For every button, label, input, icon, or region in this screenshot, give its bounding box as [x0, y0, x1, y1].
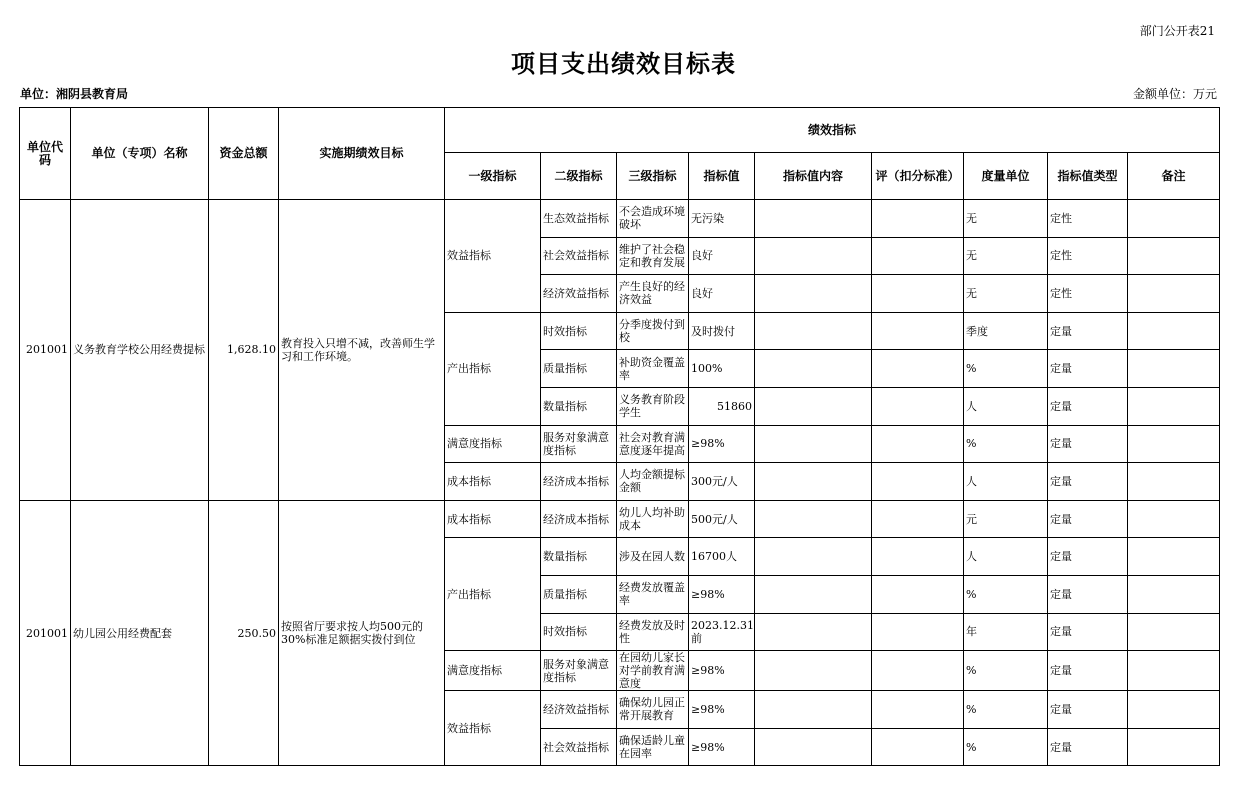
- value-cell: 300元/人: [689, 463, 755, 501]
- measure-unit-cell: 无: [964, 275, 1048, 313]
- level1-cell: 满意度指标: [445, 425, 541, 463]
- remark-cell: [1128, 575, 1220, 613]
- value-type-cell: 定性: [1048, 275, 1128, 313]
- level1-cell: 成本指标: [445, 463, 541, 501]
- header-level1: 一级指标: [445, 153, 541, 200]
- page-title: 项目支出绩效目标表: [511, 49, 736, 78]
- value-content-cell: [755, 575, 872, 613]
- level3-cell: 幼儿人均补助成本: [617, 500, 689, 538]
- value-cell: ≥98%: [689, 575, 755, 613]
- project-code-cell: 201001: [20, 500, 71, 766]
- measure-unit-cell: 人: [964, 463, 1048, 501]
- scoring-cell: [872, 463, 964, 501]
- level2-cell: 时效指标: [541, 312, 617, 350]
- scoring-cell: [872, 275, 964, 313]
- value-content-cell: [755, 728, 872, 766]
- level2-cell: 经济效益指标: [541, 691, 617, 729]
- measure-unit-cell: 无: [964, 237, 1048, 275]
- level3-cell: 维护了社会稳定和教育发展: [617, 237, 689, 275]
- scoring-cell: [872, 538, 964, 576]
- measure-unit-cell: 无: [964, 200, 1048, 238]
- remark-cell: [1128, 691, 1220, 729]
- measure-unit-cell: %: [964, 691, 1048, 729]
- value-type-cell: 定量: [1048, 538, 1128, 576]
- level2-cell: 时效指标: [541, 613, 617, 651]
- remark-cell: [1128, 500, 1220, 538]
- value-cell: ≥98%: [689, 728, 755, 766]
- value-cell: 100%: [689, 350, 755, 388]
- level3-cell: 分季度拨付到校: [617, 312, 689, 350]
- measure-unit-cell: 元: [964, 500, 1048, 538]
- value-content-cell: [755, 425, 872, 463]
- measure-unit-cell: %: [964, 350, 1048, 388]
- value-cell: 良好: [689, 237, 755, 275]
- header-unit-name: 单位（专项）名称: [71, 108, 209, 200]
- level2-cell: 服务对象满意度指标: [541, 425, 617, 463]
- scoring-cell: [872, 312, 964, 350]
- level2-cell: 服务对象满意度指标: [541, 651, 617, 691]
- value-type-cell: 定量: [1048, 312, 1128, 350]
- remark-cell: [1128, 728, 1220, 766]
- level2-cell: 经济效益指标: [541, 275, 617, 313]
- level3-cell: 义务教育阶段学生: [617, 387, 689, 425]
- header-level3: 三级指标: [617, 153, 689, 200]
- value-content-cell: [755, 651, 872, 691]
- level3-cell: 补助资金覆盖率: [617, 350, 689, 388]
- scoring-cell: [872, 387, 964, 425]
- level1-cell: 成本指标: [445, 500, 541, 538]
- header-value: 指标值: [689, 153, 755, 200]
- value-content-cell: [755, 312, 872, 350]
- value-type-cell: 定量: [1048, 387, 1128, 425]
- scoring-cell: [872, 575, 964, 613]
- header-value-type: 指标值类型: [1048, 153, 1128, 200]
- value-type-cell: 定量: [1048, 575, 1128, 613]
- header-scoring: 评（扣分标准）: [872, 153, 964, 200]
- value-cell: 500元/人: [689, 500, 755, 538]
- remark-cell: [1128, 275, 1220, 313]
- remark-cell: [1128, 200, 1220, 238]
- remark-cell: [1128, 237, 1220, 275]
- value-cell: ≥98%: [689, 651, 755, 691]
- value-type-cell: 定量: [1048, 500, 1128, 538]
- measure-unit-cell: %: [964, 425, 1048, 463]
- value-content-cell: [755, 387, 872, 425]
- remark-cell: [1128, 463, 1220, 501]
- header-goal: 实施期绩效目标: [279, 108, 445, 200]
- value-cell: 2023.12.31前: [689, 613, 755, 651]
- project-code-cell: 201001: [20, 200, 71, 501]
- value-type-cell: 定量: [1048, 425, 1128, 463]
- project-name-cell: 义务教育学校公用经费提标: [71, 200, 209, 501]
- unit-label: 单位：湘阴县教育局: [20, 87, 129, 101]
- project-funds-cell: 1,628.10: [209, 200, 279, 501]
- level2-cell: 经济成本指标: [541, 500, 617, 538]
- value-content-cell: [755, 350, 872, 388]
- value-cell: 良好: [689, 275, 755, 313]
- remark-cell: [1128, 538, 1220, 576]
- value-content-cell: [755, 237, 872, 275]
- level2-cell: 生态效益指标: [541, 200, 617, 238]
- value-content-cell: [755, 463, 872, 501]
- level1-cell: 产出指标: [445, 312, 541, 425]
- value-content-cell: [755, 275, 872, 313]
- remark-cell: [1128, 613, 1220, 651]
- project-name-cell: 幼儿园公用经费配套: [71, 500, 209, 766]
- scoring-cell: [872, 728, 964, 766]
- level3-cell: 产生良好的经济效益: [617, 275, 689, 313]
- table-body: [20, 200, 1220, 766]
- value-type-cell: 定量: [1048, 613, 1128, 651]
- scoring-cell: [872, 425, 964, 463]
- amount-unit-label: 金额单位：万元: [1132, 87, 1217, 101]
- scoring-cell: [872, 651, 964, 691]
- level2-cell: 质量指标: [541, 350, 617, 388]
- scoring-cell: [872, 200, 964, 238]
- header-value-content: 指标值内容: [755, 153, 872, 200]
- level2-cell: 数量指标: [541, 387, 617, 425]
- project-goal-cell: 按照省厅要求按人均500元的30%标准足额据实拨付到位: [279, 500, 445, 766]
- value-type-cell: 定量: [1048, 463, 1128, 501]
- header-unit-code: 单位代码: [20, 108, 71, 200]
- value-cell: 及时拨付: [689, 312, 755, 350]
- measure-unit-cell: 人: [964, 538, 1048, 576]
- level3-cell: 涉及在园人数: [617, 538, 689, 576]
- table-row: [20, 500, 1220, 538]
- value-type-cell: 定性: [1048, 200, 1128, 238]
- header-total-funds: 资金总额: [209, 108, 279, 200]
- level1-cell: 满意度指标: [445, 651, 541, 691]
- scoring-cell: [872, 691, 964, 729]
- value-type-cell: 定量: [1048, 728, 1128, 766]
- value-content-cell: [755, 691, 872, 729]
- level2-cell: 经济成本指标: [541, 463, 617, 501]
- level3-cell: 在园幼儿家长对学前教育满意度: [617, 651, 689, 691]
- remark-cell: [1128, 425, 1220, 463]
- level1-cell: 产出指标: [445, 538, 541, 651]
- measure-unit-cell: %: [964, 575, 1048, 613]
- value-content-cell: [755, 613, 872, 651]
- form-number-label: 部门公开表21: [1139, 24, 1215, 38]
- remark-cell: [1128, 350, 1220, 388]
- value-type-cell: 定性: [1048, 237, 1128, 275]
- header-level2: 二级指标: [541, 153, 617, 200]
- level2-cell: 质量指标: [541, 575, 617, 613]
- value-content-cell: [755, 200, 872, 238]
- level2-cell: 社会效益指标: [541, 728, 617, 766]
- value-cell: 无污染: [689, 200, 755, 238]
- remark-cell: [1128, 312, 1220, 350]
- level2-cell: 数量指标: [541, 538, 617, 576]
- value-cell: 16700人: [689, 538, 755, 576]
- value-type-cell: 定量: [1048, 350, 1128, 388]
- table-row: [20, 200, 1220, 238]
- measure-unit-cell: %: [964, 728, 1048, 766]
- level3-cell: 经费发放覆盖率: [617, 575, 689, 613]
- level3-cell: 人均金额提标金额: [617, 463, 689, 501]
- value-cell: 51860: [689, 387, 755, 425]
- remark-cell: [1128, 387, 1220, 425]
- measure-unit-cell: %: [964, 651, 1048, 691]
- value-cell: ≥98%: [689, 691, 755, 729]
- scoring-cell: [872, 237, 964, 275]
- level3-cell: 经费发放及时性: [617, 613, 689, 651]
- header-measure-unit: 度量单位: [964, 153, 1048, 200]
- level2-cell: 社会效益指标: [541, 237, 617, 275]
- level3-cell: 确保幼儿园正常开展教育: [617, 691, 689, 729]
- header-remark: 备注: [1128, 153, 1220, 200]
- level3-cell: 不会造成环境破坏: [617, 200, 689, 238]
- level1-cell: 效益指标: [445, 200, 541, 313]
- value-cell: ≥98%: [689, 425, 755, 463]
- measure-unit-cell: 年: [964, 613, 1048, 651]
- scoring-cell: [872, 500, 964, 538]
- measure-unit-cell: 季度: [964, 312, 1048, 350]
- measure-unit-cell: 人: [964, 387, 1048, 425]
- value-content-cell: [755, 538, 872, 576]
- level3-cell: 确保适龄儿童在园率: [617, 728, 689, 766]
- value-type-cell: 定量: [1048, 691, 1128, 729]
- level3-cell: 社会对教育满意度逐年提高: [617, 425, 689, 463]
- remark-cell: [1128, 651, 1220, 691]
- value-type-cell: 定量: [1048, 651, 1128, 691]
- header-indicators: 绩效指标: [445, 108, 1220, 153]
- level1-cell: 效益指标: [445, 691, 541, 766]
- value-content-cell: [755, 500, 872, 538]
- project-goal-cell: 教育投入只增不减，改善师生学习和工作环境。: [279, 200, 445, 501]
- scoring-cell: [872, 613, 964, 651]
- project-funds-cell: 250.50: [209, 500, 279, 766]
- performance-goal-table: [19, 107, 1220, 766]
- scoring-cell: [872, 350, 964, 388]
